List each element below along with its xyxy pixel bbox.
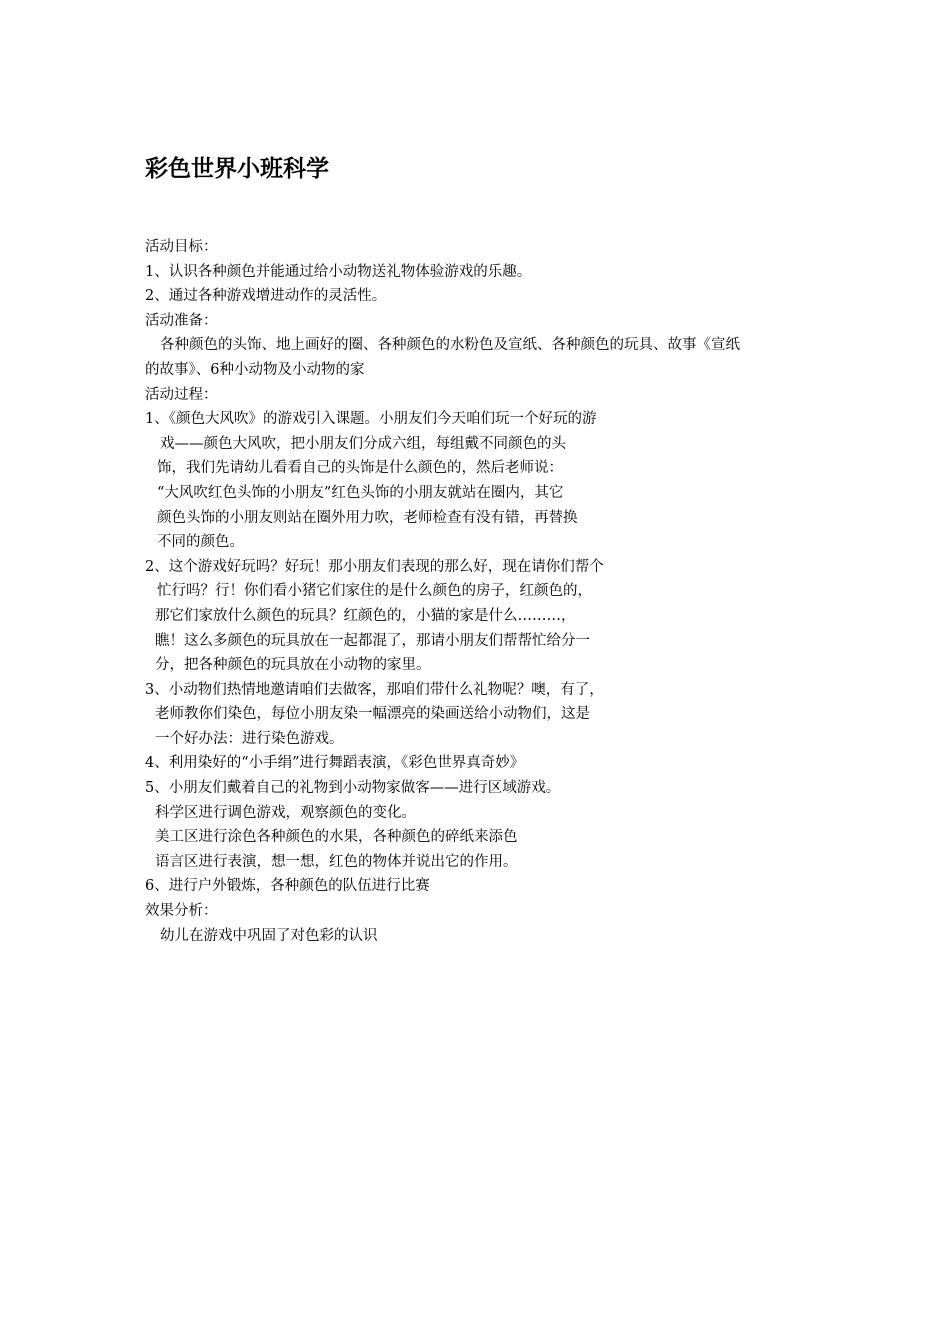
section-heading-preparation: 活动准备： (145, 312, 218, 329)
process-step-1-line-2: 戏——颜色大风吹，把小朋友们分成六组，每组戴不同颜色的头 (160, 435, 566, 452)
section-heading-process: 活动过程： (145, 386, 218, 403)
analysis-text: 幼儿在游戏中巩固了对色彩的认识 (160, 927, 378, 944)
process-step-1-line-3: 饰，我们先请幼儿看看自己的头饰是什么颜色的，然后老师说： (157, 460, 563, 477)
process-step-5-science-area: 科学区进行调色游戏，观察颜色的变化。 (155, 804, 416, 821)
document-body (145, 235, 815, 948)
process-step-1-line-5: 颜色头饰的小朋友则站在圈外用力吹，老师检查有没有错，再替换 (157, 509, 578, 526)
section-heading-goals: 活动目标： (145, 239, 218, 255)
goal-item-2: 2、通过各种游戏增进动作的灵活性。 (145, 288, 387, 305)
process-step-5-language-area: 语言区进行表演，想一想，红色的物体并说出它的作用。 (155, 853, 518, 870)
process-step-1-line-1: 1、《颜色大风吹》的游戏引入课题。小朋友们今天咱们玩一个好玩的游 (145, 411, 597, 428)
process-step-5-art-area: 美工区进行涂色各种颜色的水果，各种颜色的碎纸来添色 (155, 829, 518, 846)
preparation-text-line-2: 的故事》、6种小动物及小动物的家 (145, 361, 365, 378)
process-step-3-line-3: 一个好办法：进行染色游戏。 (155, 730, 344, 747)
process-step-2-line-3: 那它们家放什么颜色的玩具？红颜色的，小猫的家是什么………， (155, 607, 576, 624)
section-heading-analysis: 效果分析： (145, 903, 218, 920)
process-step-2-line-5: 分，把各种颜色的玩具放在小动物的家里。 (155, 657, 431, 674)
document-title: 彩色世界小班科学 (145, 156, 329, 182)
process-step-3-line-1: 3、小动物们热情地邀请咱们去做客，那咱们带什么礼物呢？噢，有了， (145, 681, 604, 698)
process-step-6: 6、进行户外锻炼，各种颜色的队伍进行比赛 (145, 878, 430, 895)
process-step-2-line-4: 瞧！这么多颜色的玩具放在一起都混了，那请小朋友们帮帮忙给分一 (155, 632, 590, 649)
process-step-4: 4、利用染好的“小手绢”进行舞蹈表演，《彩色世界真奇妙》 (145, 755, 525, 772)
process-step-1-line-4: “大风吹红色头饰的小朋友”红色头饰的小朋友就站在圈内，其它 (157, 484, 564, 501)
process-step-5-line-1: 5、小朋友们戴着自己的礼物到小动物家做客——进行区域游戏。 (145, 780, 561, 797)
process-step-3-line-2: 老师教你们染色，每位小朋友染一幅漂亮的染画送给小动物们，这是 (155, 706, 590, 723)
process-step-1-line-6: 不同的颜色。 (157, 534, 244, 551)
process-step-2-line-1: 2、这个游戏好玩吗？好玩！那小朋友们表现的那么好，现在请你们帮个 (145, 558, 604, 575)
preparation-text-line-1: 各种颜色的头饰、地上画好的圈、各种颜色的水粉色及宣纸、各种颜色的玩具、故事《宣纸 (160, 337, 740, 354)
goal-item-1: 1、认识各种颜色并能通过给小动物送礼物体验游戏的乐趣。 (145, 263, 532, 280)
process-step-2-line-2: 忙行吗？行！你们看小猪它们家住的是什么颜色的房子，红颜色的， (157, 583, 592, 600)
